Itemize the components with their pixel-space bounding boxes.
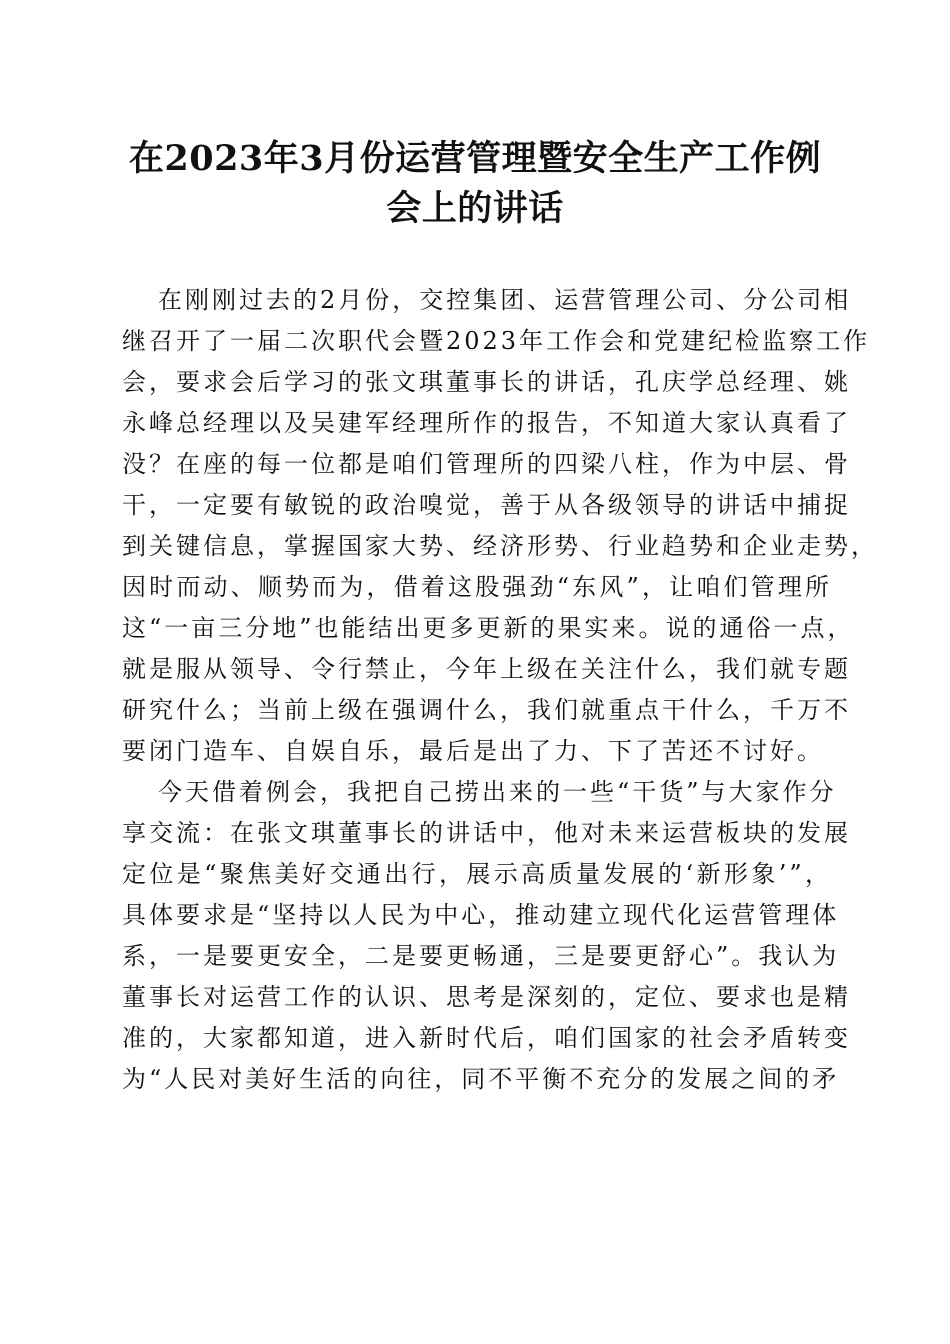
paragraph-line: 享交流：在张文琪董事长的讲话中，他对未来运营板块的发展 <box>122 819 851 847</box>
paragraph-line: 研究什么；当前上级在强调什么，我们就重点干什么，千万不 <box>122 696 851 724</box>
title-line-1: 在2023年3月份运营管理暨安全生产工作例 <box>128 138 822 179</box>
paragraph-line: 干，一定要有敏锐的政治嗅觉，善于从各级领导的讲话中捕捉 <box>122 491 851 519</box>
title-line-2: 会上的讲话 <box>386 188 564 229</box>
paragraph-line: 因时而动、顺势而为，借着这股强劲“东风”，让咱们管理所 <box>122 573 832 601</box>
paragraph-line: 会，要求会后学习的张文琪董事长的讲话，孔庆学总经理、姚 <box>122 368 851 396</box>
paragraph-line: 要闭门造车、自娱自乐，最后是出了力、下了苦还不讨好。 <box>122 737 824 765</box>
paragraph-line: 定位是“聚焦美好交通出行，展示高质量发展的‘新形象’”， <box>122 860 832 888</box>
document-body <box>122 280 878 1100</box>
paragraph-line: 今天借着例会，我把自己捞出来的一些“干货”与大家作分 <box>158 778 837 806</box>
paragraph-line: 具体要求是“坚持以人民为中心，推动建立现代化运营管理体 <box>122 901 840 929</box>
paragraph-line: 系，一是要更安全，二是要更畅通，三是要更舒心”。我认为 <box>122 942 840 970</box>
paragraph-line: 这“一亩三分地”也能结出更多更新的果实来。说的通俗一点， <box>122 614 855 642</box>
document-title <box>120 134 830 234</box>
paragraph-line: 永峰总经理以及吴建军经理所作的报告，不知道大家认真看了 <box>122 409 851 437</box>
paragraph-line: 没？在座的每一位都是咱们管理所的四梁八柱，作为中层、骨 <box>122 450 851 478</box>
paragraph-2 <box>122 772 851 1100</box>
paragraph-line: 为“人民对美好生活的向往，同不平衡不充分的发展之间的矛 <box>122 1065 840 1093</box>
paragraph-line: 准的，大家都知道，进入新时代后，咱们国家的社会矛盾转变 <box>122 1024 851 1052</box>
paragraph-line: 到关键信息，掌握国家大势、经济形势、行业趋势和企业走势， <box>122 532 878 560</box>
paragraph-line: 继召开了一届二次职代会暨2023年工作会和党建纪检监察工作 <box>122 327 871 355</box>
paragraph-line: 就是服从领导、令行禁止，今年上级在关注什么，我们就专题 <box>122 655 851 683</box>
paragraph-line: 董事长对运营工作的认识、思考是深刻的，定位、要求也是精 <box>122 983 851 1011</box>
paragraph-line: 在刚刚过去的2月份，交控集团、运营管理公司、分公司相 <box>158 286 852 314</box>
paragraph-1 <box>122 280 878 772</box>
